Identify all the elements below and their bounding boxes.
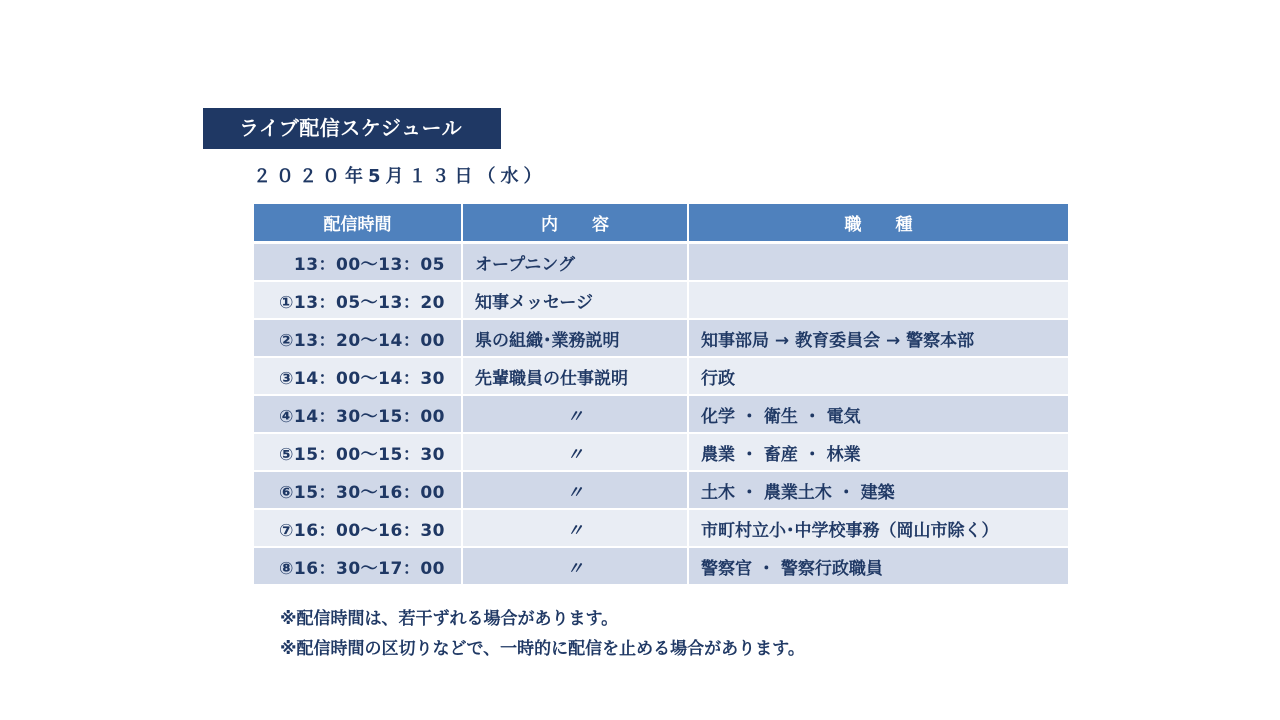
header-content: 内 容 [462,204,688,243]
row-job [688,281,1068,319]
row-content: オープニング [462,243,688,282]
table-row [254,509,1068,547]
note-interruption: ※配信時間の区切りなどで、一時的に配信を止める場合があります。 [280,639,805,659]
note-timing: ※配信時間は、若干ずれる場合があります。 [280,609,619,629]
row-time: ③14：00～14：30 [254,357,462,395]
table-row [254,319,1068,357]
row-content: 知事メッセージ [462,281,688,319]
row-time: ⑧16：30～17：00 [254,547,462,585]
row-time: ⑤15：00～15：30 [254,433,462,471]
schedule-title: ライブ配信スケジュール [203,108,501,149]
table-row [254,471,1068,509]
table-header-row [254,204,1068,243]
broadcast-date: ２０２０年5月１３日（水） [253,166,547,187]
row-content-ditto: 〃 [462,471,688,509]
row-time: ④14：30～15：00 [254,395,462,433]
table-row [254,281,1068,319]
row-job: 市町村立小･中学校事務（岡山市除く） [688,509,1068,547]
row-content: 県の組織･業務説明 [462,319,688,357]
row-content-ditto: 〃 [462,395,688,433]
row-time: ⑦16：00～16：30 [254,509,462,547]
row-job: 知事部局 → 教育委員会 → 警察本部 [688,319,1068,357]
table-row [254,395,1068,433]
row-job [688,243,1068,282]
row-job: 化学 ・ 衛生 ・ 電気 [688,395,1068,433]
header-job: 職 種 [688,204,1068,243]
schedule-table [254,204,1068,586]
table-row [254,547,1068,585]
row-time: 13：00～13：05 [254,243,462,282]
notes [280,604,805,664]
row-job: 農業 ・ 畜産 ・ 林業 [688,433,1068,471]
row-content-ditto: 〃 [462,509,688,547]
row-time: ②13：20～14：00 [254,319,462,357]
row-content-ditto: 〃 [462,433,688,471]
row-content: 先輩職員の仕事説明 [462,357,688,395]
row-job: 行政 [688,357,1068,395]
table-row [254,243,1068,282]
row-content-ditto: 〃 [462,547,688,585]
header-time: 配信時間 [254,204,462,243]
row-job: 警察官 ・ 警察行政職員 [688,547,1068,585]
row-time: ⑥15：30～16：00 [254,471,462,509]
table-row [254,357,1068,395]
table-row [254,433,1068,471]
row-job: 土木 ・ 農業土木 ・ 建築 [688,471,1068,509]
row-time: ①13：05～13：20 [254,281,462,319]
